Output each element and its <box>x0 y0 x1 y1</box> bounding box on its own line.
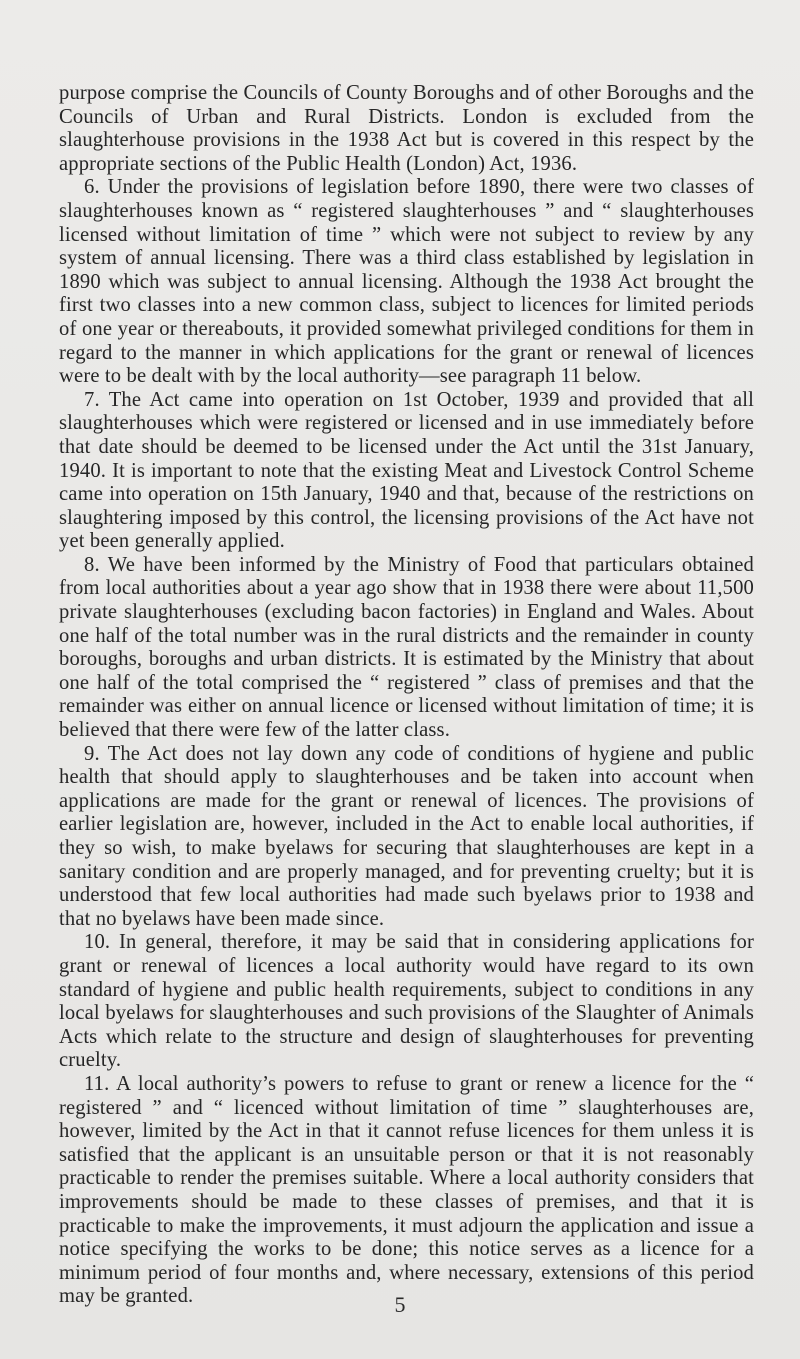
paragraph-9: 9. The Act does not lay down any code of conditions of hygiene and public health that should apply to slaughterhouses and be taken into account when applications are made for the grant or renewal of licences. The provisions of earlier legislation are, however, included in the Act to enable local authorities, if they so wish, to make byelaws for securing that slaughterhouses are kept in a sanitary condition and are properly managed, and for preventing cruelty; but it is understood that few local authorities had made such byelaws prior to 1938 and that no byelaws have been made since. <box>59 742 754 930</box>
page-number: 5 <box>394 1292 406 1317</box>
paragraph-10: 10. In general, therefore, it may be said that in considering applications for grant or renewal of licences a local authority would have regard to its own standard of hygiene and public health requirements, subject to conditions in any local byelaws for slaughterhouses and such provisions of the Slaughter of Animals Acts which relate to the structure and design of slaughterhouses for preventing cruelty. <box>59 931 754 1072</box>
paragraph-8: 8. We have been informed by the Ministry of Food that particulars obtained from local authorities about a year ago show that in 1938 there were about 11,500 private slaughterhouses (excluding bacon factories) in England and Wales. About one half of the total number was in the rural districts and the remainder in county boroughs, boroughs and urban districts. It is estimated by the Ministry that about one half of the total comprised the “ registered ” class of premises and that the remainder was either on annual licence or licensed without limitation of time; it is believed that there were few of the latter class. <box>59 553 754 742</box>
paragraph-6: 6. Under the provisions of legislation before 1890, there were two classes of slaughterhouses known as “ registered slaughterhouses ” and “ slaughterhouses licensed without limitation of time ” which were not subject to review by any system of annual licensing. There was a third class established by legislation in 1890 which was subject to annual licensing. Although the 1938 Act brought the first two classes into a new common class, subject to licences for limited periods of one year or thereabouts, it provided somewhat privileged conditions for them in regard to the manner in which applications for the grant or renewal of licences were to be dealt with by the local authority—see paragraph 11 below. <box>59 176 754 388</box>
document-body <box>59 82 754 1309</box>
paragraph-11: 11. A local authority’s powers to refuse to grant or renew a licence for the “ registered ” and “ licenced without limitation of time ” slaughterhouses are, however, limited by the Act in that it cannot refuse licences for them unless it is satisfied that the applicant is an unsuitable person or that it is not reasonably practicable to render the premises suitable. Where a local authority considers that improvements should be made to these classes of premises, and that it is practicable to make the improvements, it must adjourn the application and issue a notice specifying the works to be done; this notice serves as a licence for a minimum period of four months and, where necessary, extensions of this period may be granted. <box>59 1072 754 1308</box>
paragraph-continuation: purpose comprise the Councils of County Boroughs and of other Boroughs and the Councils of Urban and Rural Districts. London is excluded from the slaughterhouse provisions in the 1938 Act but is covered in this respect by the appropriate sections of the Public Health (London) Act, 1936. <box>59 82 754 175</box>
paragraph-7: 7. The Act came into operation on 1st October, 1939 and provided that all slaughterhouses which were registered or licensed and in use immediately before that date should be deemed to be licensed under the Act until the 31st January, 1940. It is important to note that the existing Meat and Livestock Control Scheme came into operation on 15th January, 1940 and that, because of the restrictions on slaughtering imposed by this control, the licensing provisions of the Act have not yet been generally applied. <box>59 388 754 553</box>
